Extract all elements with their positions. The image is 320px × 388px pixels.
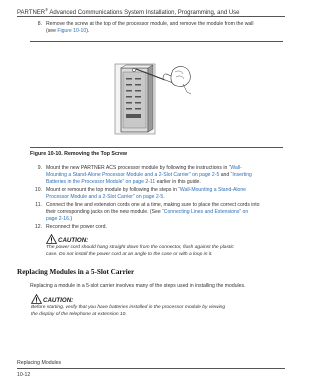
step-text xyxy=(46,202,286,223)
step-text xyxy=(46,165,286,186)
section-intro: Replacing a module in a 5-slot carrier involves many of the steps used in installing the modules. xyxy=(30,283,246,289)
caution-text: The power cord should hang straight down from the connector, flush against the plastic case. Do not install the power cord at an angle to the case or with a loop in it. xyxy=(46,245,234,257)
step-text xyxy=(46,224,286,231)
cross-reference-link[interactable]: “Inserting xyxy=(230,171,252,178)
figure-rule-bottom xyxy=(30,147,283,148)
cross-reference-link[interactable]: “Wall-Mounting a Stand-Alone xyxy=(178,187,246,193)
cross-reference-link[interactable]: page 2-16 xyxy=(46,215,69,222)
cross-reference-link[interactable]: Batteries in the Processor Module” on page 2-11 xyxy=(46,178,156,185)
step-10: 10. Mount or remount the top module by following the steps in “Wall-Mounting a Stand-Alone Processor Module and a 2-Slot Carrier” on page 2-5. xyxy=(30,187,290,203)
step-text xyxy=(46,21,286,35)
cross-reference-link[interactable]: Processor Module and a 2-Slot Carrier” on page 2-5 xyxy=(46,193,164,200)
step-text-run: ). xyxy=(86,27,90,34)
header-rule xyxy=(17,16,285,17)
step-text-run: their corresponding jacks on the new module. (See xyxy=(46,208,163,215)
figure-rule-top xyxy=(30,41,283,42)
figure-caption: Figure 10-10. Removing the Top Screw xyxy=(30,151,128,157)
caution-label: CAUTION: xyxy=(58,237,89,244)
processor-module-illustration xyxy=(113,58,193,136)
page-number: 10-12 xyxy=(17,372,31,378)
cross-reference-link[interactable]: “Connecting Lines and Extensions” on xyxy=(162,208,249,215)
step-11: 11. Connect the line and extension cords one at a time, making sure to place the correct cords into their corresponding jacks on the new module. (See “Connecting Lines and Extensions” on page 2-16.) xyxy=(30,202,290,226)
cross-reference-link[interactable]: Figure 10-10 xyxy=(57,27,87,34)
caution-warning-icon xyxy=(46,234,57,244)
step-text-run: and xyxy=(219,171,231,178)
step-text xyxy=(46,187,286,201)
caution-label: CAUTION: xyxy=(43,297,74,304)
cross-reference-link[interactable]: Mounting a Stand-Alone Processor Module and a 2-Slot Carrier” on page 2-5 xyxy=(46,171,220,178)
step-text-run: Connect the line and extension cords one at a time, making sure to place the correct cords into xyxy=(46,202,260,208)
step-text-run: Mount or remount the top module by following the steps in xyxy=(46,187,179,193)
step-9: 9. Mount the new PARTNER ACS processor module by following the instructions in “Wall- Mounting a Stand-Alone Processor Module and a 2-Slot Carrier” on page 2-5 and “Inserting Batteries in the Processor Module” on page 2-11 earlier in this guide. xyxy=(30,165,290,189)
step-text-run: .) xyxy=(68,215,73,222)
step-text-run: earlier in this guide. xyxy=(155,178,201,185)
caution-text: Before starting, verify that you have batteries installed in the processor module by viewing the display of the telephone at extension 10. xyxy=(31,305,226,317)
running-header: PARTNER® Advanced Communications System Installation, Programming, and Use xyxy=(17,7,240,16)
step-text-run: . xyxy=(163,193,165,200)
caution-warning-icon xyxy=(31,294,42,304)
step-text-run: Remove the screw at the top of the processor module, and remove the module from the wall xyxy=(46,21,254,27)
step-12: 12. Reconnect the power cord. xyxy=(30,224,290,232)
section-heading: Replacing Modules in a 5-Slot Carrier xyxy=(17,268,135,276)
step-text-run: (see xyxy=(46,27,58,34)
footer-rule xyxy=(17,368,285,369)
footer-section: Replacing Modules xyxy=(17,360,62,366)
step-text-run: Reconnect the power cord. xyxy=(46,224,107,230)
step-text-run: Mount the new PARTNER ACS processor module by following the instructions in xyxy=(46,165,229,171)
cross-reference-link[interactable]: “Wall- xyxy=(228,165,242,171)
